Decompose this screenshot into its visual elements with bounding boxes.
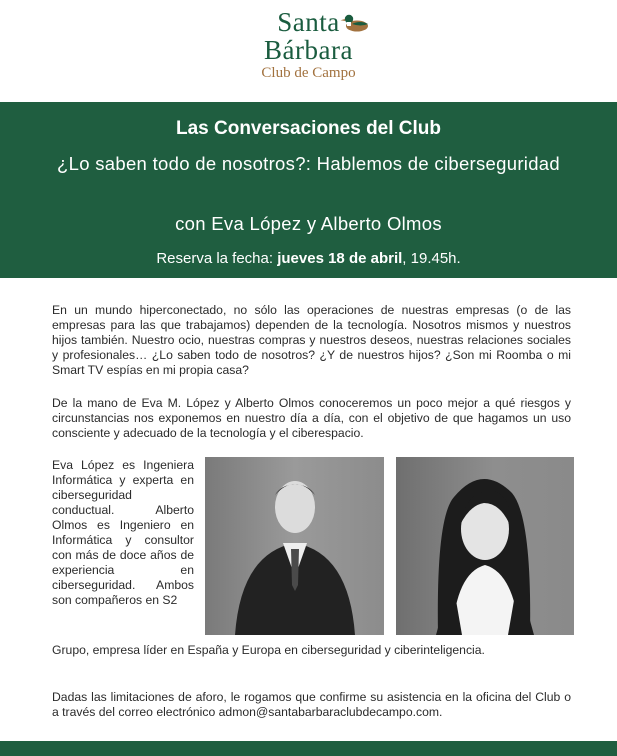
woman-portrait-icon: [396, 457, 574, 635]
man-portrait-icon: [205, 457, 384, 635]
speaker-photo-eva-lopez: [396, 457, 574, 635]
logo-tagline: Club de Campo: [261, 65, 356, 81]
date-time: , 19.45h.: [402, 250, 461, 267]
event-title: ¿Lo saben todo de nosotros?: Hablemos de ciberseguridad: [57, 153, 560, 174]
club-logo: [0, 8, 617, 82]
duck-icon: [340, 11, 370, 33]
description-paragraph: De la mano de Eva M. López y Alberto Olmos conoceremos un poco mejor a qué riesgos y circunstancias nos exponemos en nuestro día a día, con el objetivo de que hagamos un uso consciente y adecuado de la tecnología y el ciberespacio.: [52, 396, 571, 440]
logo-text-line1: [277, 8, 340, 36]
logo-santa: Santa: [277, 7, 340, 37]
intro-paragraph: En un mundo hiperconectado, no sólo las operaciones de nuestras empresas (o de las empresas para las que trabajamos) dependen de la tecnología. Nosotros mismos y nuestros hijos también. Nuestro ocio, nuestras compras y nuestros deseos, nuestras relaciones sociales y profesionales… ¿Lo saben todo de nosotros? ¿Y de nuestros hijos? ¿Son mi Roomba o mi Smart TV espías en mi propia casa?: [52, 303, 571, 377]
logo-text-line2: Bárbara: [264, 35, 353, 65]
rsvp-paragraph: Dadas las limitaciones de aforo, le rogamos que confirme su asistencia en la oficina del Club o a través del correo electrónico admon@santabarbaraclubdecampo.com.: [52, 690, 571, 719]
speaker-photo-alberto-olmos: [205, 457, 384, 635]
event-series-title: Las Conversaciones del Club: [175, 118, 442, 139]
footer-bar: [0, 741, 617, 756]
date-day: jueves 18 de abril: [277, 250, 403, 267]
date-prefix: Reserva la fecha:: [156, 250, 278, 267]
speakers-bio: Eva López es Ingeniera Informática y experta en ciberseguridad conductual. Alberto Olmos es Ingeniero en Informática y consultor con más de doce años de experiencia en ciberseguridad. Ambos son compañeros en S2: [52, 458, 194, 607]
event-speakers: con Eva López y Alberto Olmos: [175, 213, 442, 234]
event-banner: [0, 102, 617, 278]
speakers-bio-continued: Grupo, empresa líder en España y Europa en ciberseguridad y ciberinteligencia.: [52, 643, 485, 657]
event-date: [0, 250, 617, 267]
